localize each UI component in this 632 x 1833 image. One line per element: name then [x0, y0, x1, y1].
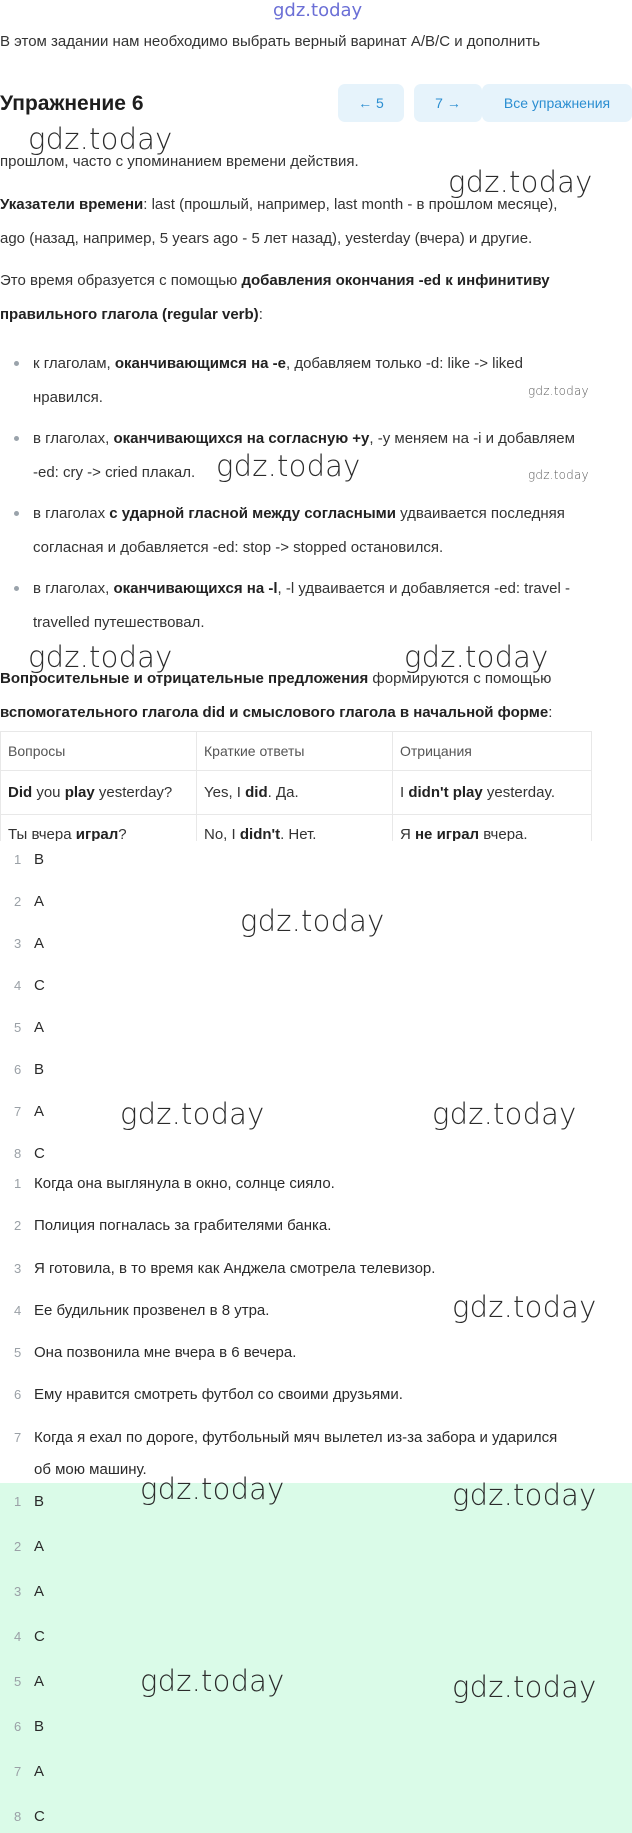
answer-number: 7	[14, 1764, 22, 1779]
theory-p3-bold1: добавления окончания -ed к инфинитиву	[241, 272, 550, 289]
watermark: gdz.today	[28, 640, 173, 674]
theory-p4-bold: Вопросительные и отрицательные предложения	[0, 670, 369, 687]
answer-value: A	[34, 935, 45, 952]
answer-number: 3	[14, 936, 22, 951]
answer-value: A	[34, 1538, 45, 1555]
answer-value: C	[34, 977, 45, 994]
translation-text: Когда она выглянула в окно, солнце сияло.	[34, 1175, 335, 1192]
answer-value: B	[34, 1493, 45, 1510]
watermark: gdz.today	[140, 1664, 285, 1698]
bullet-text: к глаголам, оканчивающимся на -e, добавляем только -d: like -> liked нравился.	[33, 355, 523, 406]
bullet-text: в глаголах с ударной гласной между согласными удваивается последняя согласная и добавляется -ed: stop -> stopped остановился.	[33, 505, 565, 556]
table-cell: No, I didn't. Нет.	[204, 826, 317, 841]
translation-number: 1	[14, 1176, 22, 1191]
translation-number: 5	[14, 1345, 22, 1360]
table-divider	[196, 732, 197, 841]
translation-number: 3	[14, 1261, 22, 1276]
answer-number: 5	[14, 1674, 22, 1689]
answer-number: 2	[14, 894, 22, 909]
site-logo[interactable]: gdz.today	[273, 0, 363, 21]
translation-text-continued: об мою машину.	[34, 1461, 147, 1478]
theory-p4-end: :	[548, 704, 553, 721]
answer-value: A	[34, 893, 45, 910]
table-divider	[392, 732, 393, 841]
table-divider	[0, 770, 592, 771]
watermark: gdz.today	[528, 468, 589, 482]
prev-exercise-button[interactable]: ← 5	[338, 84, 404, 122]
answer-number: 3	[14, 1584, 22, 1599]
bullet-dot	[14, 511, 19, 516]
list-item	[0, 347, 632, 417]
translation-text: Полиция погналась за грабителями банка.	[34, 1217, 332, 1234]
bullet-text: в глаголах, оканчивающихся на -l, -l удваивается и добавляется -ed: travel - travelled путешествовал.	[33, 580, 571, 631]
answer-number: 6	[14, 1719, 22, 1734]
answer-number: 4	[14, 978, 22, 993]
watermark: gdz.today	[452, 1670, 597, 1704]
theory-p3-end: :	[258, 306, 263, 323]
grammar-table	[0, 731, 592, 841]
table-cell: Я не играл вчера.	[400, 826, 528, 841]
answer-value: B	[34, 1061, 45, 1078]
table-cell: Yes, I did. Да.	[204, 784, 299, 801]
theory-p4-rest: формируются с помощью	[368, 670, 552, 687]
table-cell: I didn't play yesterday.	[400, 784, 556, 801]
bullet-dot	[14, 361, 19, 366]
table-divider	[591, 732, 592, 841]
page-title: Упражнение 6	[0, 92, 144, 115]
answer-number: 7	[14, 1104, 22, 1119]
time-markers-label: Указатели времени	[0, 196, 144, 213]
translation-text: Я готовила, в то время как Анджела смотрела телевизор.	[34, 1260, 436, 1277]
watermark: gdz.today	[120, 1097, 265, 1131]
bullet-dot	[14, 586, 19, 591]
watermark: gdz.today	[28, 122, 173, 156]
translation-number: 7	[14, 1430, 22, 1445]
answer-value: A	[34, 1103, 45, 1120]
table-divider	[0, 732, 1, 841]
answer-number: 2	[14, 1539, 22, 1554]
answer-value: B	[34, 851, 45, 868]
answer-value: A	[34, 1673, 45, 1690]
answer-value: A	[34, 1019, 45, 1036]
translation-text: Ему нравится смотреть футбол со своими друзьями.	[34, 1386, 403, 1403]
watermark: gdz.today	[240, 904, 385, 938]
answer-value: C	[34, 1808, 45, 1825]
translation-text: Ее будильник прозвенел в 8 утра.	[34, 1302, 270, 1319]
watermark: gdz.today	[452, 1290, 597, 1324]
answer-number: 8	[14, 1146, 22, 1161]
theory-p3-start: Это время образуется с помощью	[0, 272, 242, 289]
list-item	[0, 497, 632, 567]
all-exercises-button[interactable]: Все упражнения	[482, 84, 632, 122]
answer-value: B	[34, 1718, 45, 1735]
translation-text: Когда я ехал по дороге, футбольный мяч вылетел из-за забора и ударился	[34, 1429, 558, 1446]
theory-p2-line2: ago (назад, например, 5 years ago - 5 лет назад), yesterday (вчера) и другие.	[0, 230, 533, 247]
translation-text: Она позвонила мне вчера в 6 вечера.	[34, 1344, 297, 1361]
answer-number: 6	[14, 1062, 22, 1077]
watermark: gdz.today	[452, 1478, 597, 1512]
watermark: gdz.today	[448, 165, 593, 199]
next-exercise-button[interactable]: 7 →	[414, 84, 482, 122]
answer-number: 1	[14, 1494, 22, 1509]
answer-number: 1	[14, 852, 22, 867]
theory-p2-line1: : last (прошлый, например, last month - в прошлом месяце),	[143, 196, 558, 213]
translation-number: 2	[14, 1218, 22, 1233]
bullet-text: в глаголах, оканчивающихся на согласную +y, -y меняем на -i и добавляем -ed: cry -> cried плакал.	[33, 430, 575, 481]
intro-text: В этом задании нам необходимо выбрать верный варинат A/B/C и дополнить	[0, 33, 541, 50]
translation-number: 4	[14, 1303, 22, 1318]
theory-paragraph-3	[0, 264, 632, 332]
answer-value: C	[34, 1628, 45, 1645]
watermark: gdz.today	[404, 640, 549, 674]
answer-number: 8	[14, 1809, 22, 1824]
answer-number: 4	[14, 1629, 22, 1644]
list-item	[0, 572, 632, 642]
table-cell: Ты вчера играл?	[8, 826, 127, 841]
table-header: Отрицания	[400, 743, 472, 759]
watermark: gdz.today	[432, 1097, 577, 1131]
bullet-dot	[14, 436, 19, 441]
watermark: gdz.today	[216, 449, 361, 483]
theory-p4-line2: вспомогательного глагола did и смыслового глагола в начальной форме	[0, 704, 549, 721]
answer-value: A	[34, 1763, 45, 1780]
theory-p3-bold2: правильного глагола (regular verb)	[0, 306, 259, 323]
translation-number: 6	[14, 1387, 22, 1402]
table-header: Вопросы	[8, 743, 66, 759]
table-divider	[0, 814, 592, 815]
table-cell: Did you play yesterday?	[8, 784, 173, 801]
table-header: Краткие ответы	[204, 743, 305, 759]
answer-value: A	[34, 1583, 45, 1600]
answer-number: 5	[14, 1020, 22, 1035]
theory-p1-text: прошлом, часто с упоминанием времени действия.	[0, 153, 359, 170]
exercise-header	[0, 84, 632, 126]
answer-value: C	[34, 1145, 45, 1162]
watermark: gdz.today	[528, 384, 589, 398]
watermark: gdz.today	[140, 1472, 285, 1506]
answers-highlight-block	[0, 1483, 632, 1833]
